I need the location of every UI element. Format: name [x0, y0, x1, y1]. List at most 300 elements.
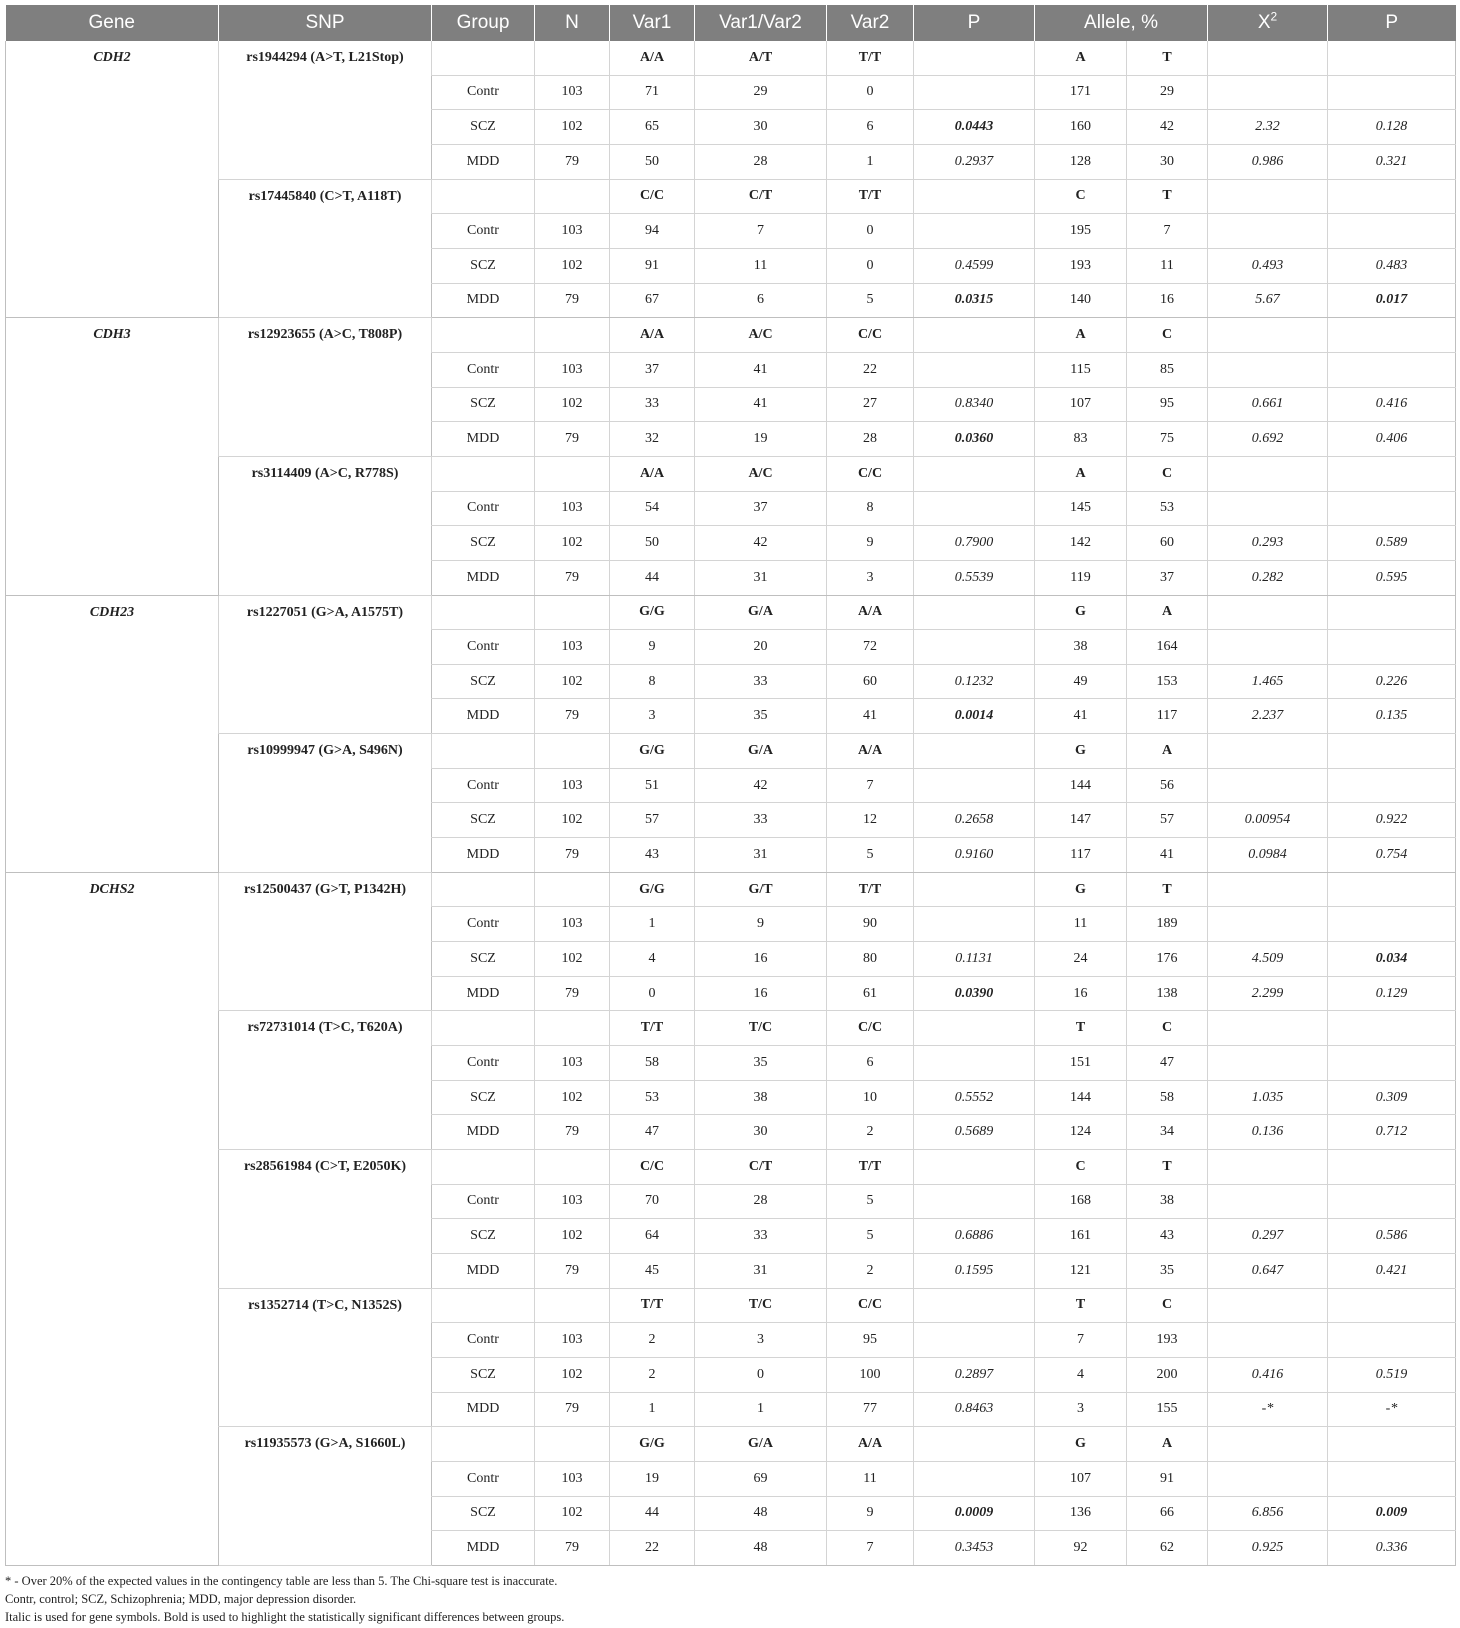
var1-var2-count: 35	[695, 1046, 827, 1081]
p-allele-value	[1328, 1461, 1456, 1496]
header-n: N	[535, 5, 610, 41]
p-genotype-value	[914, 768, 1035, 803]
var1-count: 57	[610, 803, 695, 838]
chi-square-value	[1208, 1461, 1328, 1496]
genotype-var2: C/C	[827, 1011, 914, 1046]
allele-2-count: 41	[1127, 838, 1208, 873]
allele-1-count: 124	[1035, 1115, 1127, 1150]
allele-1-count: 136	[1035, 1496, 1127, 1531]
allele-2: T	[1127, 179, 1208, 214]
chi-square-value: 0.647	[1208, 1253, 1328, 1288]
var2-count: 5	[827, 283, 914, 318]
allele-1-count: 4	[1035, 1357, 1127, 1392]
chi-square-value: 0.297	[1208, 1219, 1328, 1254]
allele-2-count: 138	[1127, 976, 1208, 1011]
allele-2-count: 91	[1127, 1461, 1208, 1496]
genotype-var2: C/C	[827, 1288, 914, 1323]
genotype-var1-var2: A/C	[695, 318, 827, 353]
snp-header-row	[6, 1427, 1456, 1462]
var1-var2-count: 69	[695, 1461, 827, 1496]
header-var1-var2: Var1/Var2	[695, 5, 827, 41]
gene-symbol: CDH2	[6, 41, 219, 318]
p-genotype-value: 0.5539	[914, 560, 1035, 595]
p-allele-value: 0.034	[1328, 942, 1456, 977]
chi-square-value	[1208, 75, 1328, 110]
p-genotype-value: 0.5552	[914, 1080, 1035, 1115]
allele-1: G	[1035, 1427, 1127, 1462]
group-cell: SCZ	[432, 1357, 535, 1392]
group-cell: Contr	[432, 214, 535, 249]
n-cell: 79	[535, 1115, 610, 1150]
snp-header-row	[6, 1011, 1456, 1046]
group-cell-empty	[432, 1011, 535, 1046]
var1-var2-count: 41	[695, 387, 827, 422]
p-genotype-value	[914, 907, 1035, 942]
p-cell-empty	[914, 41, 1035, 75]
allele-2: C	[1127, 318, 1208, 353]
var1-count: 45	[610, 1253, 695, 1288]
allele-1-count: 161	[1035, 1219, 1127, 1254]
chi-square-value: 6.856	[1208, 1496, 1328, 1531]
allele-1: C	[1035, 179, 1127, 214]
var1-count: 47	[610, 1115, 695, 1150]
allele-2: T	[1127, 1150, 1208, 1185]
allele-1-count: 193	[1035, 248, 1127, 283]
allele-1: G	[1035, 595, 1127, 630]
chi-cell-empty	[1208, 734, 1328, 769]
n-cell: 79	[535, 1392, 610, 1427]
p-allele-value: 0.589	[1328, 526, 1456, 561]
p-genotype-value: 0.0315	[914, 283, 1035, 318]
var2-count: 95	[827, 1323, 914, 1358]
allele-2-count: 200	[1127, 1357, 1208, 1392]
n-cell: 103	[535, 75, 610, 110]
n-cell: 103	[535, 491, 610, 526]
n-cell: 102	[535, 664, 610, 699]
allele-1-count: 144	[1035, 1080, 1127, 1115]
var1-count: 54	[610, 491, 695, 526]
n-cell: 102	[535, 387, 610, 422]
var1-count: 51	[610, 768, 695, 803]
var2-count: 80	[827, 942, 914, 977]
snp-header-row	[6, 179, 1456, 214]
var1-var2-count: 28	[695, 1184, 827, 1219]
allele-1-count: 140	[1035, 283, 1127, 318]
genotype-var2: A/A	[827, 595, 914, 630]
allele-2-count: 38	[1127, 1184, 1208, 1219]
var2-count: 2	[827, 1115, 914, 1150]
allele-1-count: 171	[1035, 75, 1127, 110]
var2-count: 27	[827, 387, 914, 422]
var1-count: 44	[610, 560, 695, 595]
n-cell-empty	[535, 1011, 610, 1046]
genotype-var1-var2: G/T	[695, 872, 827, 907]
n-cell: 102	[535, 1080, 610, 1115]
genotype-var1: C/C	[610, 179, 695, 214]
header-row	[6, 5, 1456, 41]
chi-square-value: 0.986	[1208, 144, 1328, 179]
n-cell-empty	[535, 456, 610, 491]
snp-id: rs12923655 (A>C, T808P)	[219, 318, 432, 457]
group-cell-empty	[432, 41, 535, 75]
allele-1-count: 7	[1035, 1323, 1127, 1358]
var2-count: 60	[827, 664, 914, 699]
genotype-var1-var2: G/A	[695, 1427, 827, 1462]
snp-header-row	[6, 595, 1456, 630]
group-cell: MDD	[432, 144, 535, 179]
p-cell-empty	[914, 595, 1035, 630]
allele-2-count: 95	[1127, 387, 1208, 422]
allele-1: A	[1035, 41, 1127, 75]
header-snp: SNP	[219, 5, 432, 41]
chi-cell-empty	[1208, 595, 1328, 630]
genotype-var1-var2: T/C	[695, 1011, 827, 1046]
group-cell-empty	[432, 595, 535, 630]
n-cell: 102	[535, 526, 610, 561]
p-genotype-value: 0.1232	[914, 664, 1035, 699]
p-allele-value: 0.586	[1328, 1219, 1456, 1254]
p-allele-value: 0.128	[1328, 110, 1456, 145]
chi-square-value: 5.67	[1208, 283, 1328, 318]
var1-count: 33	[610, 387, 695, 422]
p-genotype-value: 0.0390	[914, 976, 1035, 1011]
allele-2-count: 7	[1127, 214, 1208, 249]
var2-count: 90	[827, 907, 914, 942]
allele-1-count: 3	[1035, 1392, 1127, 1427]
allele-1-count: 41	[1035, 699, 1127, 734]
p-genotype-value: 0.9160	[914, 838, 1035, 873]
footnote-abbreviations: Contr, control; SCZ, Schizophrenia; MDD, major depression disorder.	[5, 1591, 357, 1606]
gene-symbol: CDH23	[6, 595, 219, 872]
chi-square-value	[1208, 907, 1328, 942]
footnote-formatting: Italic is used for gene symbols. Bold is used to highlight the statistically significant differences between groups.	[5, 1609, 565, 1624]
var2-count: 100	[827, 1357, 914, 1392]
var1-var2-count: 33	[695, 1219, 827, 1254]
group-cell: MDD	[432, 1253, 535, 1288]
genotype-var1: C/C	[610, 1150, 695, 1185]
var1-count: 0	[610, 976, 695, 1011]
var1-count: 70	[610, 1184, 695, 1219]
var1-count: 50	[610, 144, 695, 179]
header-gene: Gene	[6, 5, 219, 41]
n-cell-empty	[535, 1427, 610, 1462]
n-cell: 79	[535, 560, 610, 595]
genotype-var1-var2: G/A	[695, 595, 827, 630]
var1-count: 1	[610, 1392, 695, 1427]
chi-superscript: 2	[1270, 9, 1278, 24]
chi-square-value: 1.035	[1208, 1080, 1328, 1115]
allele-2: A	[1127, 595, 1208, 630]
group-cell: SCZ	[432, 664, 535, 699]
var2-count: 0	[827, 75, 914, 110]
snp-id: rs3114409 (A>C, R778S)	[219, 456, 432, 595]
n-cell: 79	[535, 283, 610, 318]
group-cell: SCZ	[432, 942, 535, 977]
var2-count: 7	[827, 1531, 914, 1566]
group-cell: Contr	[432, 1461, 535, 1496]
var1-var2-count: 9	[695, 907, 827, 942]
p-allele-value: 0.009	[1328, 1496, 1456, 1531]
p-allele-value	[1328, 907, 1456, 942]
var1-count: 22	[610, 1531, 695, 1566]
var2-count: 11	[827, 1461, 914, 1496]
p-genotype-value: 0.8340	[914, 387, 1035, 422]
n-cell-empty	[535, 179, 610, 214]
group-cell: MDD	[432, 1392, 535, 1427]
var2-count: 1	[827, 144, 914, 179]
p-genotype-value: 0.0360	[914, 422, 1035, 457]
p-allele-cell-empty	[1328, 456, 1456, 491]
genotype-var2: T/T	[827, 872, 914, 907]
var1-var2-count: 30	[695, 110, 827, 145]
group-cell: Contr	[432, 352, 535, 387]
group-cell: Contr	[432, 630, 535, 665]
allele-2: A	[1127, 1427, 1208, 1462]
allele-1-count: 147	[1035, 803, 1127, 838]
group-cell: Contr	[432, 1046, 535, 1081]
allele-1: G	[1035, 872, 1127, 907]
n-cell: 102	[535, 1496, 610, 1531]
var1-count: 9	[610, 630, 695, 665]
allele-1-count: 16	[1035, 976, 1127, 1011]
n-cell-empty	[535, 734, 610, 769]
snp-header-row	[6, 41, 1456, 75]
genotype-var1: T/T	[610, 1288, 695, 1323]
var2-count: 61	[827, 976, 914, 1011]
header-p-genotype: P	[914, 5, 1035, 41]
snp-id: rs11935573 (G>A, S1660L)	[219, 1427, 432, 1566]
genotype-var2: C/C	[827, 456, 914, 491]
group-cell: SCZ	[432, 1080, 535, 1115]
allele-2-count: 56	[1127, 768, 1208, 803]
p-allele-value: 0.754	[1328, 838, 1456, 873]
chi-square-value	[1208, 491, 1328, 526]
allele-1-count: 92	[1035, 1531, 1127, 1566]
allele-2: A	[1127, 734, 1208, 769]
allele-2-count: 60	[1127, 526, 1208, 561]
genotype-var2: T/T	[827, 1150, 914, 1185]
n-cell: 79	[535, 699, 610, 734]
genotype-var1: G/G	[610, 734, 695, 769]
p-genotype-value: 0.0443	[914, 110, 1035, 145]
p-allele-cell-empty	[1328, 1150, 1456, 1185]
var1-var2-count: 3	[695, 1323, 827, 1358]
n-cell: 103	[535, 630, 610, 665]
group-cell-empty	[432, 1150, 535, 1185]
chi-square-value	[1208, 1046, 1328, 1081]
allele-2-count: 75	[1127, 422, 1208, 457]
table-wrapper	[5, 5, 1455, 1626]
allele-1-count: 11	[1035, 907, 1127, 942]
p-cell-empty	[914, 179, 1035, 214]
genotype-var1: T/T	[610, 1011, 695, 1046]
var1-var2-count: 1	[695, 1392, 827, 1427]
p-cell-empty	[914, 1288, 1035, 1323]
n-cell: 103	[535, 352, 610, 387]
chi-cell-empty	[1208, 1150, 1328, 1185]
chi-square-value	[1208, 1184, 1328, 1219]
allele-1-count: 38	[1035, 630, 1127, 665]
var2-count: 8	[827, 491, 914, 526]
snp-header-row	[6, 1288, 1456, 1323]
p-genotype-value	[914, 75, 1035, 110]
p-cell-empty	[914, 456, 1035, 491]
header-var1: Var1	[610, 5, 695, 41]
chi-square-value: 0.136	[1208, 1115, 1328, 1150]
var1-var2-count: 28	[695, 144, 827, 179]
allele-1: A	[1035, 318, 1127, 353]
genotype-var1: A/A	[610, 456, 695, 491]
var2-count: 22	[827, 352, 914, 387]
group-cell: Contr	[432, 907, 535, 942]
allele-1: T	[1035, 1288, 1127, 1323]
group-cell: SCZ	[432, 1496, 535, 1531]
var1-var2-count: 48	[695, 1531, 827, 1566]
allele-1-count: 83	[1035, 422, 1127, 457]
n-cell: 102	[535, 248, 610, 283]
p-genotype-value	[914, 1461, 1035, 1496]
snp-header-row	[6, 1150, 1456, 1185]
group-cell: MDD	[432, 976, 535, 1011]
var1-var2-count: 33	[695, 664, 827, 699]
chi-square-value: 0.925	[1208, 1531, 1328, 1566]
n-cell: 102	[535, 110, 610, 145]
group-cell: Contr	[432, 491, 535, 526]
allele-1-count: 119	[1035, 560, 1127, 595]
allele-1-count: 144	[1035, 768, 1127, 803]
snp-id: rs72731014 (T>C, T620A)	[219, 1011, 432, 1150]
p-allele-value	[1328, 1323, 1456, 1358]
allele-1-count: 49	[1035, 664, 1127, 699]
p-genotype-value	[914, 352, 1035, 387]
chi-square-value: 1.465	[1208, 664, 1328, 699]
n-cell: 79	[535, 976, 610, 1011]
p-allele-value: 0.595	[1328, 560, 1456, 595]
chi-square-value: 0.00954	[1208, 803, 1328, 838]
header-group: Group	[432, 5, 535, 41]
var2-count: 6	[827, 110, 914, 145]
p-genotype-value	[914, 1323, 1035, 1358]
p-allele-value: 0.309	[1328, 1080, 1456, 1115]
allele-1: G	[1035, 734, 1127, 769]
p-allele-value	[1328, 352, 1456, 387]
chi-cell-empty	[1208, 318, 1328, 353]
allele-2-count: 85	[1127, 352, 1208, 387]
p-allele-cell-empty	[1328, 734, 1456, 769]
var1-var2-count: 41	[695, 352, 827, 387]
p-allele-value: 0.135	[1328, 699, 1456, 734]
var2-count: 5	[827, 838, 914, 873]
snp-header-row	[6, 456, 1456, 491]
group-cell: SCZ	[432, 1219, 535, 1254]
allele-2-count: 58	[1127, 1080, 1208, 1115]
var2-count: 9	[827, 1496, 914, 1531]
group-cell: SCZ	[432, 248, 535, 283]
header-allele-percent: Allele, %	[1035, 5, 1208, 41]
chi-cell-empty	[1208, 1288, 1328, 1323]
var2-count: 9	[827, 526, 914, 561]
genotype-var1-var2: A/T	[695, 41, 827, 75]
allele-2: C	[1127, 1288, 1208, 1323]
var2-count: 28	[827, 422, 914, 457]
allele-2-count: 57	[1127, 803, 1208, 838]
chi-cell-empty	[1208, 456, 1328, 491]
var1-var2-count: 20	[695, 630, 827, 665]
p-genotype-value	[914, 630, 1035, 665]
allele-1-count: 115	[1035, 352, 1127, 387]
allele-1-count: 24	[1035, 942, 1127, 977]
chi-square-value: 0.493	[1208, 248, 1328, 283]
table-body	[6, 41, 1456, 1565]
allele-1-count: 128	[1035, 144, 1127, 179]
n-cell: 79	[535, 144, 610, 179]
allele-2-count: 42	[1127, 110, 1208, 145]
allele-2-count: 66	[1127, 1496, 1208, 1531]
group-cell: MDD	[432, 422, 535, 457]
var1-count: 19	[610, 1461, 695, 1496]
group-cell: Contr	[432, 75, 535, 110]
var1-var2-count: 16	[695, 976, 827, 1011]
header-chi-square	[1208, 5, 1328, 41]
var1-count: 71	[610, 75, 695, 110]
group-cell: Contr	[432, 1323, 535, 1358]
allele-2-count: 30	[1127, 144, 1208, 179]
p-cell-empty	[914, 318, 1035, 353]
p-allele-value: 0.226	[1328, 664, 1456, 699]
var2-count: 12	[827, 803, 914, 838]
allele-2-count: 35	[1127, 1253, 1208, 1288]
snp-id: rs12500437 (G>T, P1342H)	[219, 872, 432, 1011]
group-cell: MDD	[432, 838, 535, 873]
p-cell-empty	[914, 1150, 1035, 1185]
allele-2: T	[1127, 41, 1208, 75]
p-allele-value: 0.017	[1328, 283, 1456, 318]
group-cell: Contr	[432, 1184, 535, 1219]
group-cell: MDD	[432, 699, 535, 734]
p-genotype-value	[914, 491, 1035, 526]
n-cell: 103	[535, 214, 610, 249]
n-cell: 103	[535, 768, 610, 803]
var1-var2-count: 31	[695, 1253, 827, 1288]
n-cell: 79	[535, 838, 610, 873]
table-header	[6, 5, 1456, 41]
n-cell: 79	[535, 422, 610, 457]
var1-count: 67	[610, 283, 695, 318]
var1-var2-count: 30	[695, 1115, 827, 1150]
var1-var2-count: 38	[695, 1080, 827, 1115]
var1-count: 64	[610, 1219, 695, 1254]
allele-1-count: 145	[1035, 491, 1127, 526]
p-genotype-value: 0.2897	[914, 1357, 1035, 1392]
allele-2-count: 193	[1127, 1323, 1208, 1358]
chi-cell-empty	[1208, 1011, 1328, 1046]
p-allele-value: 0.406	[1328, 422, 1456, 457]
p-allele-cell-empty	[1328, 179, 1456, 214]
p-genotype-value: 0.3453	[914, 1531, 1035, 1566]
allele-1: C	[1035, 1150, 1127, 1185]
p-cell-empty	[914, 1011, 1035, 1046]
group-cell: SCZ	[432, 387, 535, 422]
gene-symbol: CDH3	[6, 318, 219, 595]
n-cell: 79	[535, 1253, 610, 1288]
p-allele-cell-empty	[1328, 1288, 1456, 1323]
var1-count: 3	[610, 699, 695, 734]
var1-count: 1	[610, 907, 695, 942]
var1-var2-count: 31	[695, 560, 827, 595]
chi-square-value: 0.416	[1208, 1357, 1328, 1392]
chi-square-value	[1208, 768, 1328, 803]
var1-count: 53	[610, 1080, 695, 1115]
